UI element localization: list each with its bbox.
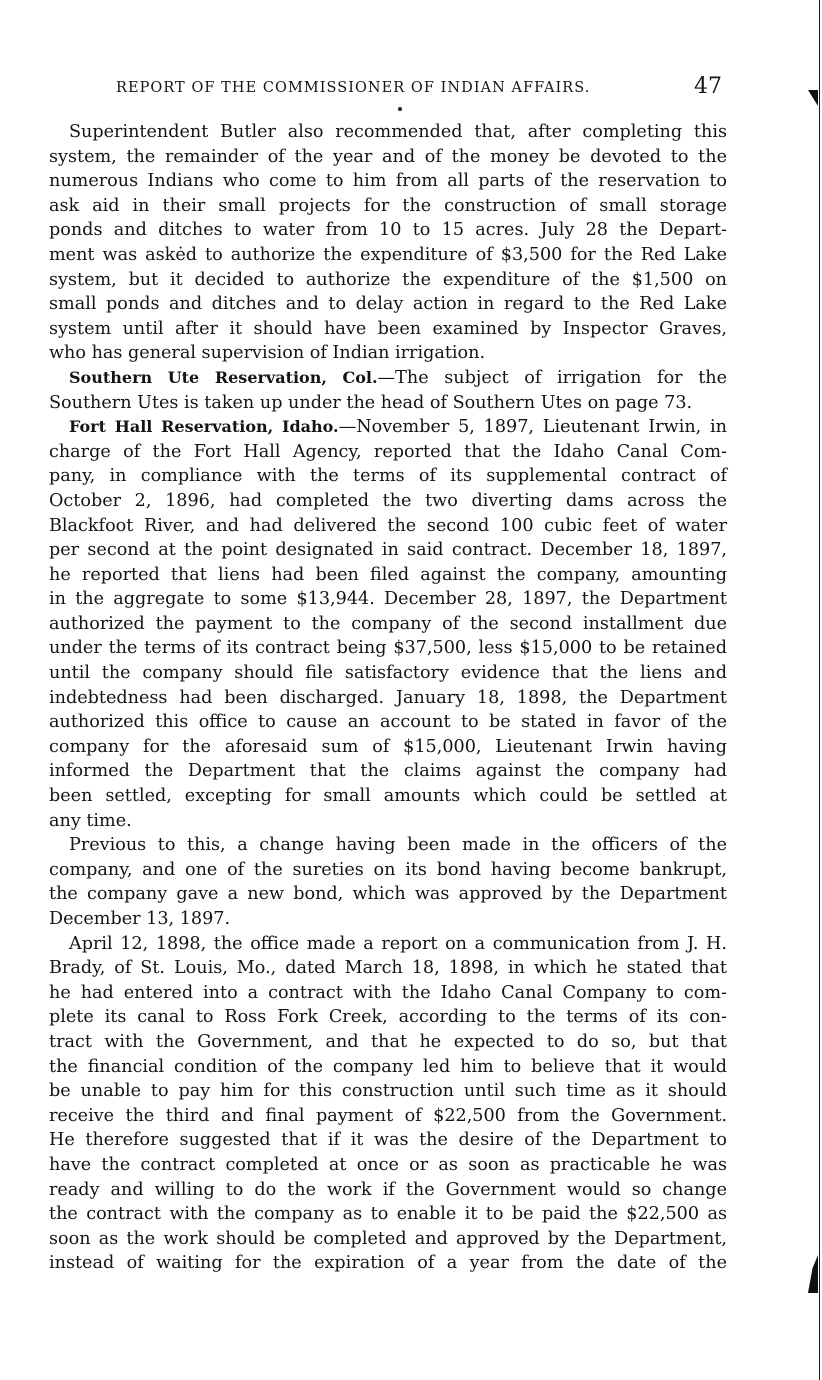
text-line: He therefore suggested that if it was the desire of the Department to [49,1130,727,1151]
text-line: authorized this office to cause an account to be stated in favor of the [49,712,727,733]
text-line: Blackfoot River, and had delivered the second 100 cubic feet of water [49,515,727,536]
text-line: informed the Department that the claims against the company had [49,761,727,782]
text-line: been settled, excepting for small amounts which could be settled at [49,786,727,807]
margin-mark-top [808,90,818,106]
text-run: —The subject of irrigation for the [377,367,728,388]
text-line: who has general supervision of Indian irrigation. [49,343,486,364]
text-line: in the aggregate to some $13,944. December 28, 1897, the Department [49,589,727,610]
text-line: numerous Indians who come to him from all parts of the reservation to [49,171,727,192]
text-line: plete its canal to Ross Fork Creek, according to the terms of its con- [49,1007,727,1028]
page-edge-line [819,0,820,1380]
text-line: have the contract completed at once or as soon as practicable he was [49,1154,727,1175]
text-line: Superintendent Butler also recommended that, after completing this [69,122,727,142]
text-line: instead of waiting for the expiration of a year from the date of the [49,1253,727,1274]
text-line: April 12, 1898, the office made a report on a communication from J. H. [69,933,727,954]
margin-mark-bottom [808,1255,818,1293]
text-line: Previous to this, a change having been made in the officers of the [69,835,727,856]
text-line: December 13, 1897. [49,909,231,929]
text-line: under the terms of its contract being $37,500, less $15,000 to be retained [49,638,727,659]
text-line: per second at the point designated in said contract. December 18, 1897, [49,540,727,561]
text-line: small ponds and ditches and to delay action in regard to the Red Lake [49,294,727,315]
body-text [49,120,727,1276]
text-line: October 2, 1896, had completed the two diverting dams across the [49,490,727,511]
text-line: ment was askėd to authorize the expenditure of $3,500 for the Red Lake [49,244,727,265]
text-line-with-heading [49,366,727,391]
text-line: system, but it decided to authorize the expenditure of the $1,500 on [49,269,727,290]
text-line: system until after it should have been examined by Inspector Graves, [49,318,727,339]
text-line: the financial condition of the company led him to believe that it would [49,1056,727,1077]
text-line: authorized the payment to the company of the second installment due [49,613,727,634]
section-heading-fort-hall: Fort Hall Reservation, Idaho. [69,417,339,437]
page-number: 47 [694,74,722,99]
text-line: Brady, of St. Louis, Mo., dated March 18, 1898, in which he stated that [49,958,727,979]
text-line: he had entered into a contract with the Idaho Canal Company to com- [49,982,727,1003]
text-line: soon as the work should be completed and approved by the Department, [49,1228,727,1249]
text-line: receive the third and final payment of $22,500 from the Government. [49,1105,727,1126]
text-line: the company gave a new bond, which was approved by the Department [49,884,727,905]
text-line: the contract with the company as to enable it to be paid the $22,500 as [49,1204,727,1225]
text-line: tract with the Government, and that he expected to do so, but that [49,1031,727,1052]
text-line: pany, in compliance with the terms of its supplemental contract of [49,466,727,487]
print-speck [398,107,402,111]
running-head: REPORT OF THE COMMISSIONER OF INDIAN AFFAIRS. [116,80,591,96]
text-line: charge of the Fort Hall Agency, reported that the Idaho Canal Com- [49,441,727,462]
text-line: company, and one of the sureties on its bond having become bankrupt, [49,859,727,880]
text-line: until the company should file satisfactory evidence that the liens and [49,663,727,684]
text-line: any time. [49,810,132,831]
text-line: company for the aforesaid sum of $15,000, Lieutenant Irwin having [49,736,727,757]
text-line: he reported that liens had been filed against the company, amounting [49,564,727,585]
text-line: ask aid in their small projects for the construction of small storage [49,195,727,216]
text-line: indebtedness had been discharged. January 18, 1898, the Department [49,687,727,708]
text-line: ready and willing to do the work if the Government would so change [49,1179,727,1200]
text-line-with-heading [49,415,727,440]
text-line: ponds and ditches to water from 10 to 15 acres. July 28 the Depart- [49,220,727,241]
section-heading-southern-ute: Southern Ute Reservation, Col. [69,367,378,387]
text-run: —November 5, 1897, Lieutenant Irwin, in [338,417,727,438]
text-line: be unable to pay him for this construction until such time as it should [49,1081,727,1102]
text-line: system, the remainder of the year and of the money be devoted to the [49,146,727,167]
page-header [116,76,728,102]
text-line: Southern Utes is taken up under the head of Southern Utes on page 73. [49,392,693,413]
